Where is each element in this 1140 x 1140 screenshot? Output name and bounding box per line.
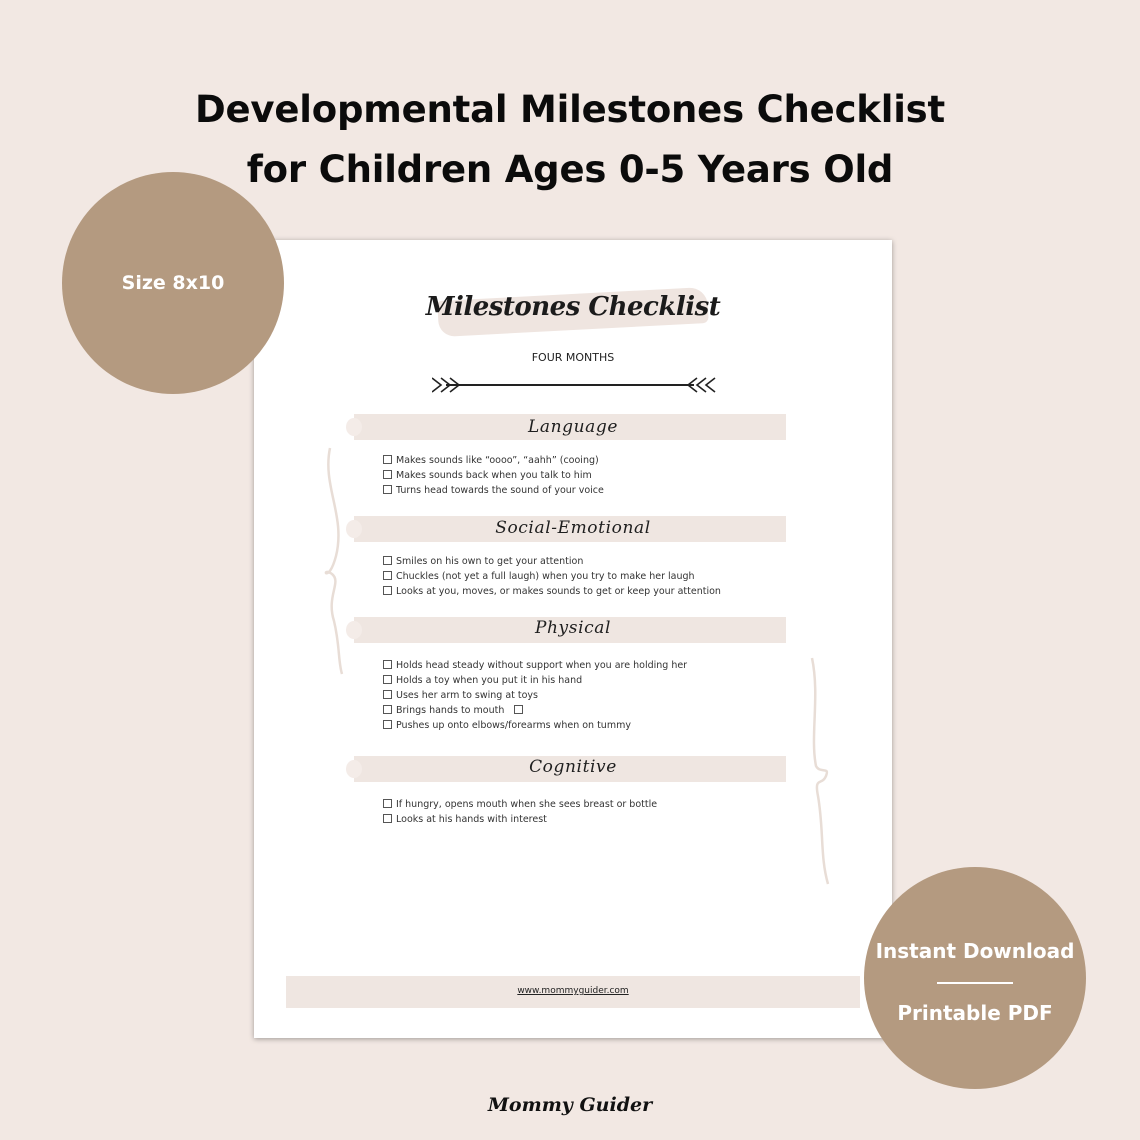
checkbox[interactable]	[383, 705, 392, 714]
checklist-item[interactable]	[383, 483, 604, 498]
checklist-item-text: If hungry, opens mouth when she sees breast or bottle	[396, 799, 658, 810]
checklist-item-text: Pushes up onto elbows/forearms when on tummy	[396, 720, 631, 731]
size-badge-label: Size 8x10	[121, 272, 225, 294]
section-title-social-emotional: Social-Emotional	[495, 518, 651, 538]
checkbox[interactable]	[383, 586, 392, 595]
sheet-title: Milestones Checklist	[425, 292, 721, 322]
checkbox[interactable]	[383, 455, 392, 464]
checklist-item-text: Chuckles (not yet a full laugh) when you try to make her laugh	[396, 571, 695, 582]
checklist-item-text: Looks at his hands with interest	[396, 814, 547, 825]
checkbox[interactable]	[383, 690, 392, 699]
checkbox[interactable]	[514, 705, 523, 714]
list-cognitive	[383, 797, 657, 827]
checklist-item-text: Turns head towards the sound of your voice	[396, 485, 604, 496]
brand-logo: Mommy Guider	[487, 1094, 653, 1116]
printable-pdf-label: Printable PDF	[897, 1001, 1053, 1025]
checkbox[interactable]	[383, 660, 392, 669]
sheet-footer	[286, 976, 860, 1008]
headline-line-2: for Children Ages 0-5 Years Old	[246, 148, 894, 191]
checklist-item[interactable]	[383, 673, 687, 688]
list-physical	[383, 658, 687, 733]
checkbox[interactable]	[383, 470, 392, 479]
sheet-subtitle: FOUR MONTHS	[531, 351, 615, 364]
checklist-item[interactable]	[383, 658, 687, 673]
checklist-item[interactable]	[383, 453, 604, 468]
website-link[interactable]: www.mommyguider.com	[517, 986, 629, 996]
size-badge	[62, 172, 284, 394]
download-badge	[864, 867, 1086, 1089]
checklist-item-text: Looks at you, moves, or makes sounds to get or keep your attention	[396, 586, 721, 597]
checklist-item[interactable]	[383, 584, 721, 599]
checklist-item-text: Brings hands to mouth	[396, 705, 505, 716]
checklist-item-text: Uses her arm to swing at toys	[396, 690, 539, 701]
section-title-cognitive: Cognitive	[529, 757, 617, 777]
checkbox[interactable]	[383, 814, 392, 823]
checklist-item-text: Makes sounds back when you talk to him	[396, 470, 592, 481]
vine-decoration-left-icon	[316, 446, 356, 676]
checklist-sheet	[254, 240, 892, 1038]
checklist-item-text: Holds head steady without support when you are holding her	[396, 660, 688, 671]
badge-divider	[937, 982, 1013, 984]
checkbox[interactable]	[383, 571, 392, 580]
checklist-item[interactable]	[383, 688, 687, 703]
checkbox[interactable]	[383, 556, 392, 565]
checklist-item[interactable]	[383, 468, 604, 483]
checklist-item[interactable]	[383, 797, 657, 812]
checklist-item-text: Holds a toy when you put it in his hand	[396, 675, 583, 686]
checkbox[interactable]	[383, 799, 392, 808]
checkbox[interactable]	[383, 675, 392, 684]
section-title-physical: Physical	[534, 618, 612, 638]
headline-line-1: Developmental Milestones Checklist	[195, 88, 945, 131]
instant-download-label: Instant Download	[875, 939, 1075, 963]
list-social-emotional	[383, 554, 721, 599]
checkbox[interactable]	[383, 485, 392, 494]
checklist-item-text: Smiles on his own to get your attention	[396, 556, 584, 567]
checklist-item-text: Makes sounds like “oooo”, “aahh” (cooing)	[396, 455, 599, 466]
section-title-language: Language	[527, 417, 619, 437]
arrow-divider-icon	[432, 374, 716, 396]
checklist-item[interactable]	[383, 718, 687, 733]
checklist-item[interactable]	[383, 812, 657, 827]
checklist-item[interactable]	[383, 569, 721, 584]
list-language	[383, 453, 604, 498]
checklist-item[interactable]	[383, 554, 721, 569]
checkbox[interactable]	[383, 720, 392, 729]
checklist-item[interactable]	[383, 703, 687, 718]
